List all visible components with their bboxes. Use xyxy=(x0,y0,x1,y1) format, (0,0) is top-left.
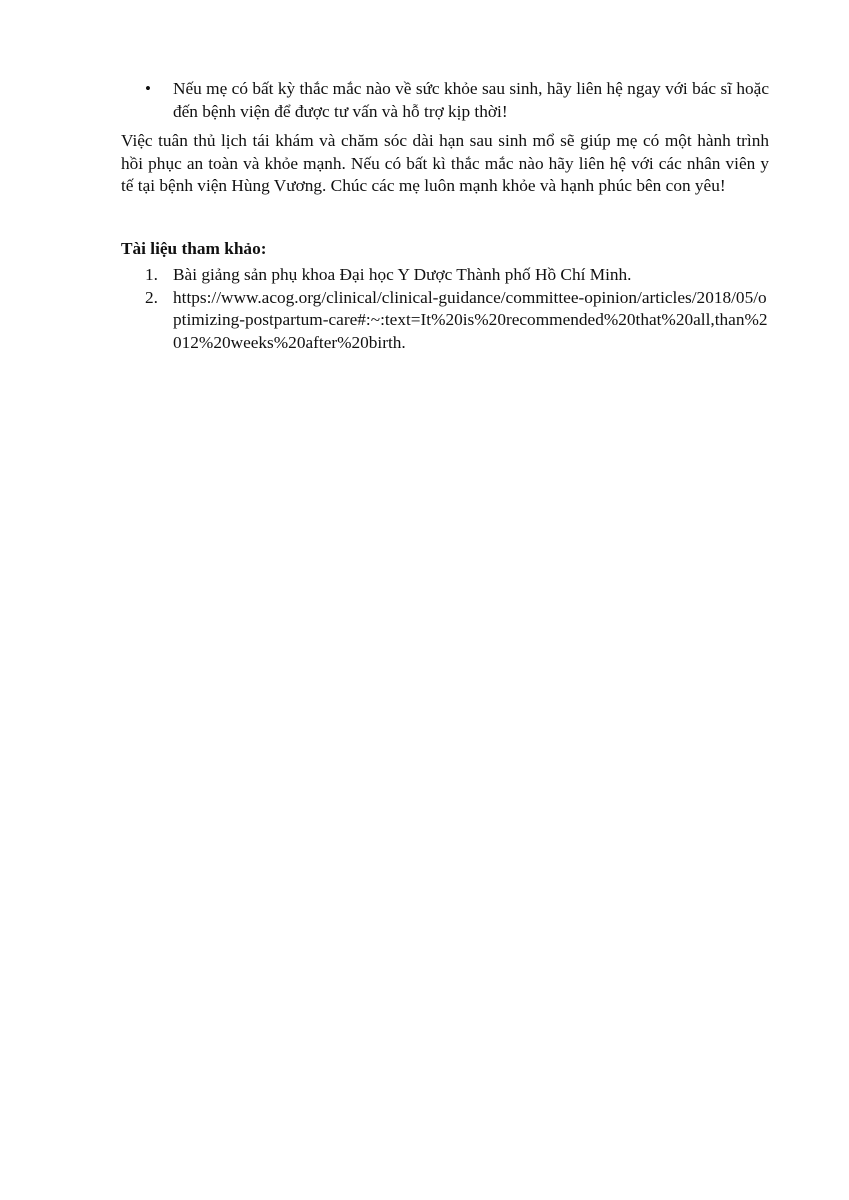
bullet-item xyxy=(121,78,769,123)
reference-item xyxy=(121,287,769,355)
reference-text: Bài giảng sản phụ khoa Đại học Y Dược Thành phố Hồ Chí Minh. xyxy=(173,265,632,284)
bullet-text: Nếu mẹ có bất kỳ thắc mắc nào về sức khỏe sau sinh, hãy liên hệ ngay với bác sĩ hoặc đến bệnh viện để được tư vấn và hỗ trợ kịp thời! xyxy=(173,79,769,121)
advice-bullet-list xyxy=(121,78,769,123)
reference-number: 1. xyxy=(145,265,158,284)
reference-number: 2. xyxy=(145,287,158,307)
closing-paragraph: Việc tuân thủ lịch tái khám và chăm sóc dài hạn sau sinh mổ sẽ giúp mẹ có một hành trình hồi phục an toàn và khỏe mạnh. Nếu có bất kì thắc mắc nào hãy liên hệ với các nhân viên y tế tại bệnh viện Hùng Vương. Chúc các mẹ luôn mạnh khỏe và hạnh phúc bên con yêu! xyxy=(121,131,769,195)
references-heading: Tài liệu tham khảo: xyxy=(121,238,267,258)
bullet-dot-icon: • xyxy=(145,79,151,98)
reference-link[interactable]: https://www.acog.org/clinical/clinical-guidance/committee-opinion/articles/2018/05/optimizing-postpartum-care#:~:text=It%20is%20recommended%20that%20all,than%2012%20weeks%20after%20birth. xyxy=(173,287,768,352)
reference-item xyxy=(121,264,769,287)
page-content xyxy=(121,78,769,354)
references-list xyxy=(121,264,769,354)
